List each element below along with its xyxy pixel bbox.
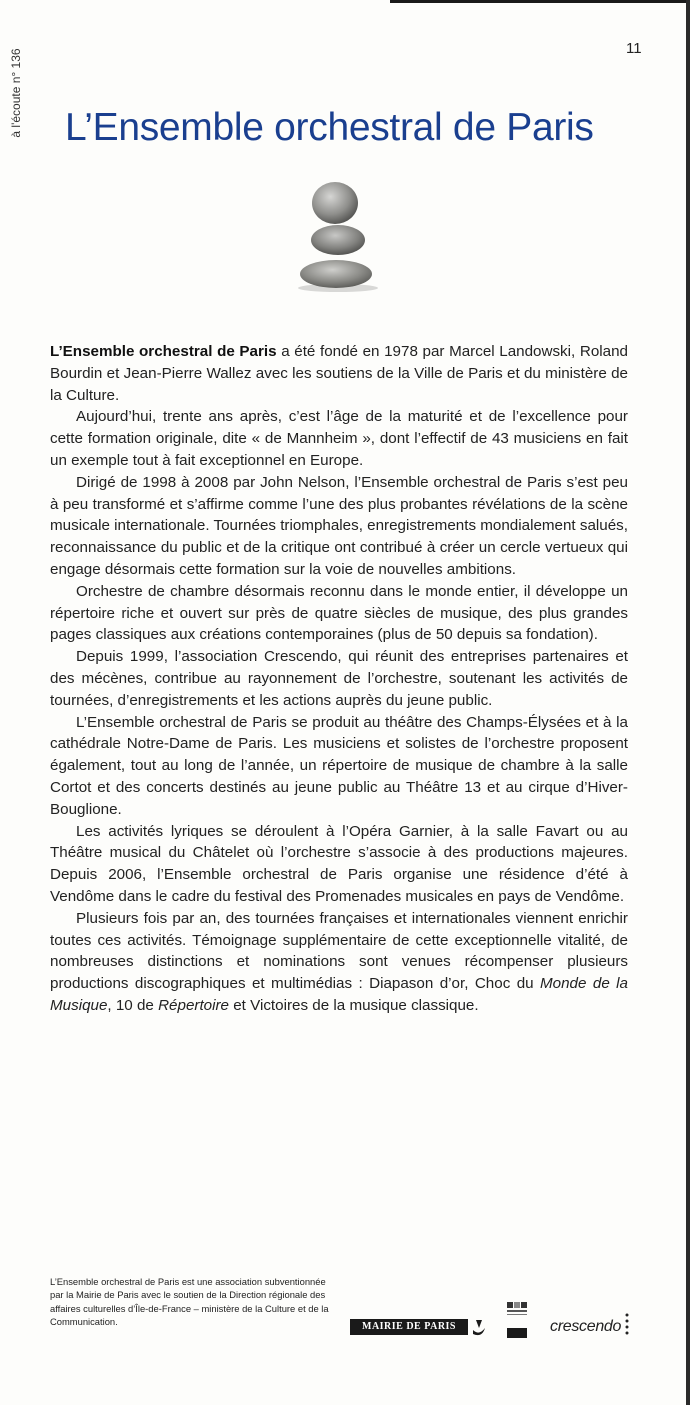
paragraph-8-text-c: et Victoires de la musique classique. bbox=[229, 996, 479, 1014]
paragraph-8 bbox=[50, 908, 628, 1017]
crescendo-logo: crescendo bbox=[550, 1318, 622, 1335]
paragraph-1 bbox=[50, 341, 628, 406]
paragraph-6: L’Ensemble orchestral de Paris se produit au théâtre des Champs-Élysées et à la cathédrale Notre-Dame de Paris. Les musiciens et solistes de l’orchestre proposent également, tout au long de l’année, un répertoire de musique de chambre à la salle Cortot et des concerts destinés au jeune public au Théâtre 13 et au cirque d’Hiver-Bouglione. bbox=[50, 713, 628, 818]
mairie-ship-icon bbox=[470, 1316, 488, 1338]
top-rule bbox=[390, 0, 690, 3]
ensemble-name-bold: L’Ensemble orchestral de Paris bbox=[50, 343, 277, 360]
paragraph-8-text-a: Plusieurs fois par an, des tournées françaises et internationales viennent enrichir toutes ces activités. Témoignage supplémentaire de cette exceptionnelle vitalité, de nombreuses distinctions et nominations sont venues récompenser plusieurs productions discographiques et multimédias : Diapason d’or, Choc du bbox=[50, 909, 628, 993]
paragraph-3: Dirigé de 1998 à 2008 par John Nelson, l’Ensemble orchestral de Paris s’est peu à peu transformé et s’affirme comme l’une des plus probantes révélations de la scène musicale internationale. Tournées triomphales, enregistrements mondialement salués, reconnaissance du public et de la critique ont contribué à créer un cercle vertueux qui engage désormais cette formation sur la voie de nouvelles ambitions. bbox=[50, 473, 628, 578]
paragraph-7: Les activités lyriques se déroulent à l’Opéra Garnier, à la salle Favart ou au Théâtre musical du Châtelet où l’orchestre s’associe à des productions majeures. Depuis 2006, l’Ensemble orchestral de Paris organise une résidence d’été à Vendôme dans le cadre du festival des Promenades musicales en pays de Vendôme. bbox=[50, 822, 628, 905]
mairie-de-paris-logo: MAIRIE DE PARIS bbox=[350, 1319, 468, 1335]
page-number: 11 bbox=[626, 40, 642, 57]
repertoire-title: Répertoire bbox=[158, 996, 229, 1014]
footer-note: L’Ensemble orchestral de Paris est une association subventionnée par la Mairie de Paris avec le soutien de la Direction régionale des affaires culturelles d’Île-de-France – ministère de la Culture et de la Communication. bbox=[50, 1276, 329, 1328]
issue-label: à l'écoute n° 136 bbox=[9, 48, 23, 138]
monde-de-la-musique: Monde de la Musique bbox=[50, 975, 629, 1014]
paragraph-4: Orchestre de chambre désormais reconnu dans le monde entier, il développe un répertoire riche et ouvert sur près de quatre siècles de musique, des plus grandes pages classiques aux créations contemporaines (plus de 50 depuis sa fondation). bbox=[50, 582, 628, 644]
stacked-stones-image bbox=[290, 178, 382, 293]
crescendo-dots-icon bbox=[623, 1312, 631, 1336]
paragraph-2: Aujourd’hui, trente ans après, c’est l’âge de la maturité et de l’excellence pour cette formation originale, dite « de Mannheim », dont l’effectif de 43 musiciens en fait un exemple tout à fait exceptionnel en Europe. bbox=[50, 408, 628, 469]
article-body bbox=[50, 341, 628, 1017]
paragraph-8-text-b: , 10 de bbox=[107, 996, 159, 1014]
page-title: L’Ensemble orchestral de Paris bbox=[65, 106, 594, 149]
paragraph-5: Depuis 1999, l’association Crescendo, qui réunit des entreprises partenaires et des mécènes, contribue au rayonnement de l’orchestre, soutenant les activités de tournées, d’enregistrements et les actions auprès du jeune public. bbox=[50, 648, 628, 709]
paragraph-1-text: a été fondé en 1978 par Marcel Landowski, Roland Bourdin et Jean-Pierre Wallez avec les soutiens de la Ville de Paris et du ministère de la Culture. bbox=[50, 343, 628, 404]
page-edge bbox=[686, 0, 690, 1405]
ministry-of-culture-logo bbox=[505, 1302, 529, 1338]
